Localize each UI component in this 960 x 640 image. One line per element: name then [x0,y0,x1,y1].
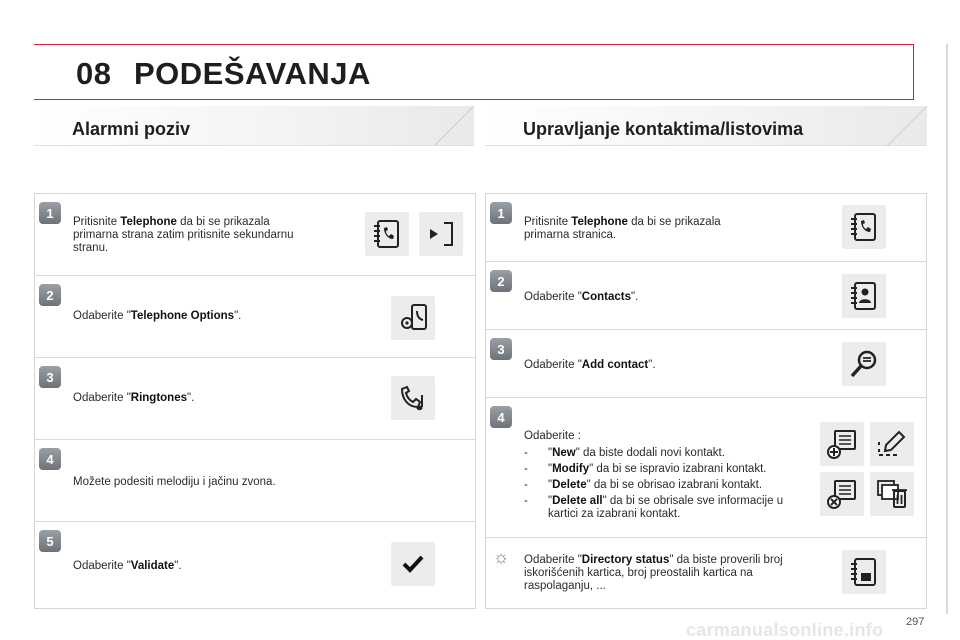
delete-all-icon [870,472,914,516]
step-text: Možete podesiti melodiju i jačinu zvona. [73,476,276,488]
chapter-number: 08 [76,56,112,91]
telephone-options-icon [391,296,435,340]
step-text: Odaberite "Add contact". [524,359,656,371]
step-row [35,194,475,276]
step-row [486,330,926,398]
step-row [35,358,475,440]
section-header-contacts [485,106,927,146]
option-item: - "Delete all" da bi se obrisale sve informacije u kartici za izabrani kontakt. [524,495,784,520]
ringtone-icon [391,376,435,420]
page-number: 297 [906,616,925,628]
step-row [35,440,475,522]
step-row [35,276,475,358]
step-row [35,522,475,608]
step-row [486,538,926,608]
step-text: Odaberite "Ringtones". [73,392,195,404]
option-item: - "Modify" da bi se ispravio izabrani kontakt. [524,463,767,475]
section-header-alarm-call [34,106,474,146]
header-diagonal-decoration [414,106,474,146]
watermark: carmanualsonline.info [686,620,884,640]
new-contact-icon [820,422,864,466]
info-star-icon: ☼ [492,546,510,567]
section-title-contacts: Upravljanje kontaktima/listovima [523,119,804,139]
step-text: Odaberite "Directory status" da biste proverili broj iskorišćenih kartica, broj preostalih kartica na raspolaganju, ... [524,554,783,592]
add-contact-icon [842,342,886,386]
step-badge: 1 [39,202,61,224]
step-badge: 3 [39,366,61,388]
step-text: Odaberite "Validate". [73,560,182,572]
step-text: Odaberite : - "New" da biste dodali novi kontakt. - "Modify" da bi se ispravio izabrani kontakt. - "Delete" da bi se obrisao izabrani kontakt. - "Delete all" da bi se obrisale sve informacije u kartici za izabrani kontakt. [524,430,804,521]
header-diagonal-decoration [867,106,927,146]
option-list [524,447,804,521]
step-badge: 4 [490,406,512,428]
step-badge: 2 [39,284,61,306]
step-badge: 4 [39,448,61,470]
step-row [486,262,926,330]
step-text: Pritisnite Telephone da bi se prikazala primarna stranica. [524,216,721,241]
step-text: Odaberite "Telephone Options". [73,310,242,322]
directory-status-icon [842,550,886,594]
option-item: - "Delete" da bi se obrisao izabrani kontakt. [524,479,763,491]
step-text: Odaberite "Contacts". [524,291,639,303]
step-text: Pritisnite Telephone da bi se prikazala primarna strana zatim pritisnite sekundarnu stranu. [73,216,294,254]
delete-contact-icon [820,472,864,516]
alarm-call-steps-panel [34,193,476,609]
page-edge-rule [946,44,948,614]
phone-book-icon [842,205,886,249]
modify-icon [870,422,914,466]
option-item: - "New" da biste dodali novi kontakt. [524,447,725,459]
step-badge: 3 [490,338,512,360]
step-badge: 1 [490,202,512,224]
contacts-steps-panel [485,193,927,609]
step-badge: 2 [490,270,512,292]
contacts-icon [842,274,886,318]
chapter-title: PODEŠAVANJA [134,56,371,91]
next-page-icon [419,212,463,256]
section-title-alarm-call: Alarmni poziv [72,119,191,139]
phone-book-icon [365,212,409,256]
step-row [486,194,926,262]
step-badge: 5 [39,530,61,552]
checkmark-icon [391,542,435,586]
step-row [486,398,926,538]
